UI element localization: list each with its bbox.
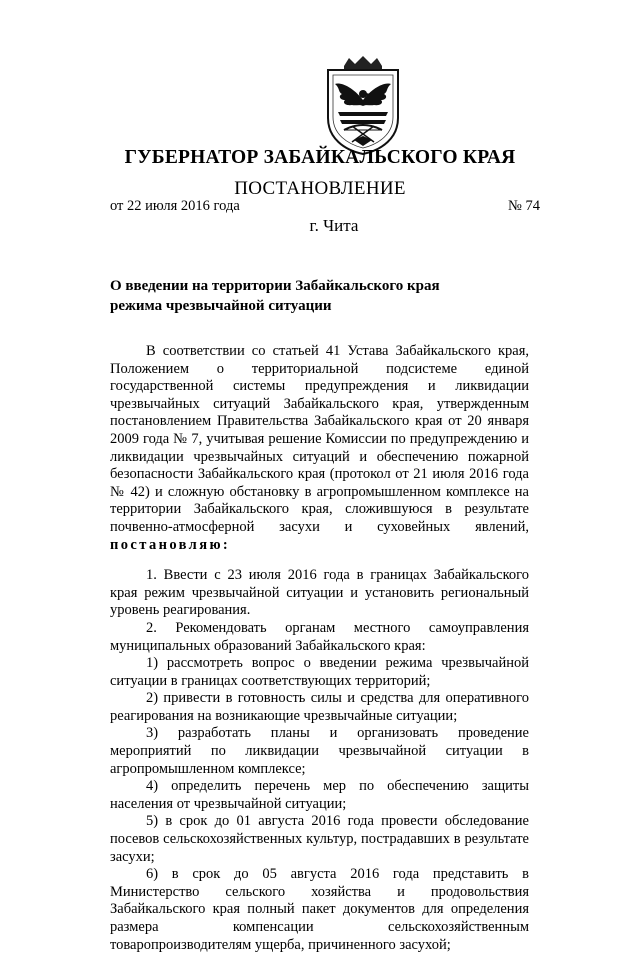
document-date: от 22 июля 2016 года: [110, 198, 240, 214]
issuing-authority: ГУБЕРНАТОР ЗАБАЙКАЛЬСКОГО КРАЯ: [124, 147, 516, 168]
document-type: ПОСТАНОВЛЕНИЕ: [234, 178, 406, 199]
document-title: [110, 276, 530, 316]
subitem-4: 4) определить перечень мер по обеспечению защиты населения от чрезвычайной ситуации;: [110, 778, 529, 812]
preamble-paragraph: [110, 343, 529, 554]
subitem-3: 3) разработать планы и организовать проведение мероприятий по ликвидации чрезвычайной ситуации в агропромышленном комплексе;: [110, 725, 529, 777]
decree-word: постановляю:: [110, 536, 231, 553]
decree-item-2: 2. Рекомендовать органам местного самоуправления муниципальных образований Забайкальского края:: [110, 619, 529, 654]
subitem-5: 5) в срок до 01 августа 2016 года провести обследование посевов сельскохозяйственных культур, пострадавших в результате засухи;: [110, 813, 529, 865]
title-line-2: режима чрезвычайной ситуации: [110, 298, 332, 314]
document-body: [110, 343, 529, 954]
title-line-1: О введении на территории Забайкальского края: [110, 278, 440, 294]
subitem-1: 1) рассмотреть вопрос о введении режима чрезвычайной ситуации в границах соответствующих территорий;: [110, 655, 529, 689]
document-number: № 74: [508, 198, 540, 214]
subitem-2: 2) привести в готовность силы и средства для оперативного реагирования на возникающие чрезвычайные ситуации;: [110, 690, 529, 724]
coat-of-arms-emblem: [322, 56, 404, 156]
decree-item-1: 1. Ввести с 23 июля 2016 года в границах Забайкальского края режим чрезвычайной ситуации и установить региональный уровень реагирования.: [110, 567, 529, 619]
subitem-6: 6) в срок до 05 августа 2016 года представить в Министерство сельского хозяйства и продовольствия Забайкальского края полный пакет документов для определения размера компенсации сельскохозяйственным товаропроизводителям ущерба, причиненного засухой;: [110, 866, 529, 953]
document-city: г. Чита: [309, 216, 359, 235]
preamble-text: В соответствии со статьей 41 Устава Забайкальского края, Положением о территориальной подсистеме единой государственной системы предупреждения и ликвидации чрезвычайных ситуаций Забайкальского края, утвержденным постановлением Правительства Забайкальского края от 20 января 2009 года № 7, учитывая решение Комиссии по предупреждению и ликвидации чрезвычайных ситуаций и обеспечению пожарной безопасности Забайкальского края (протокол от 21 июля 2016 года № 42) и сложную обстановку в агропромышленном комплексе на территории Забайкальского края, сложившуюся в результате почвенно-атмосферной засухи и суховейных явлений,: [110, 343, 529, 535]
